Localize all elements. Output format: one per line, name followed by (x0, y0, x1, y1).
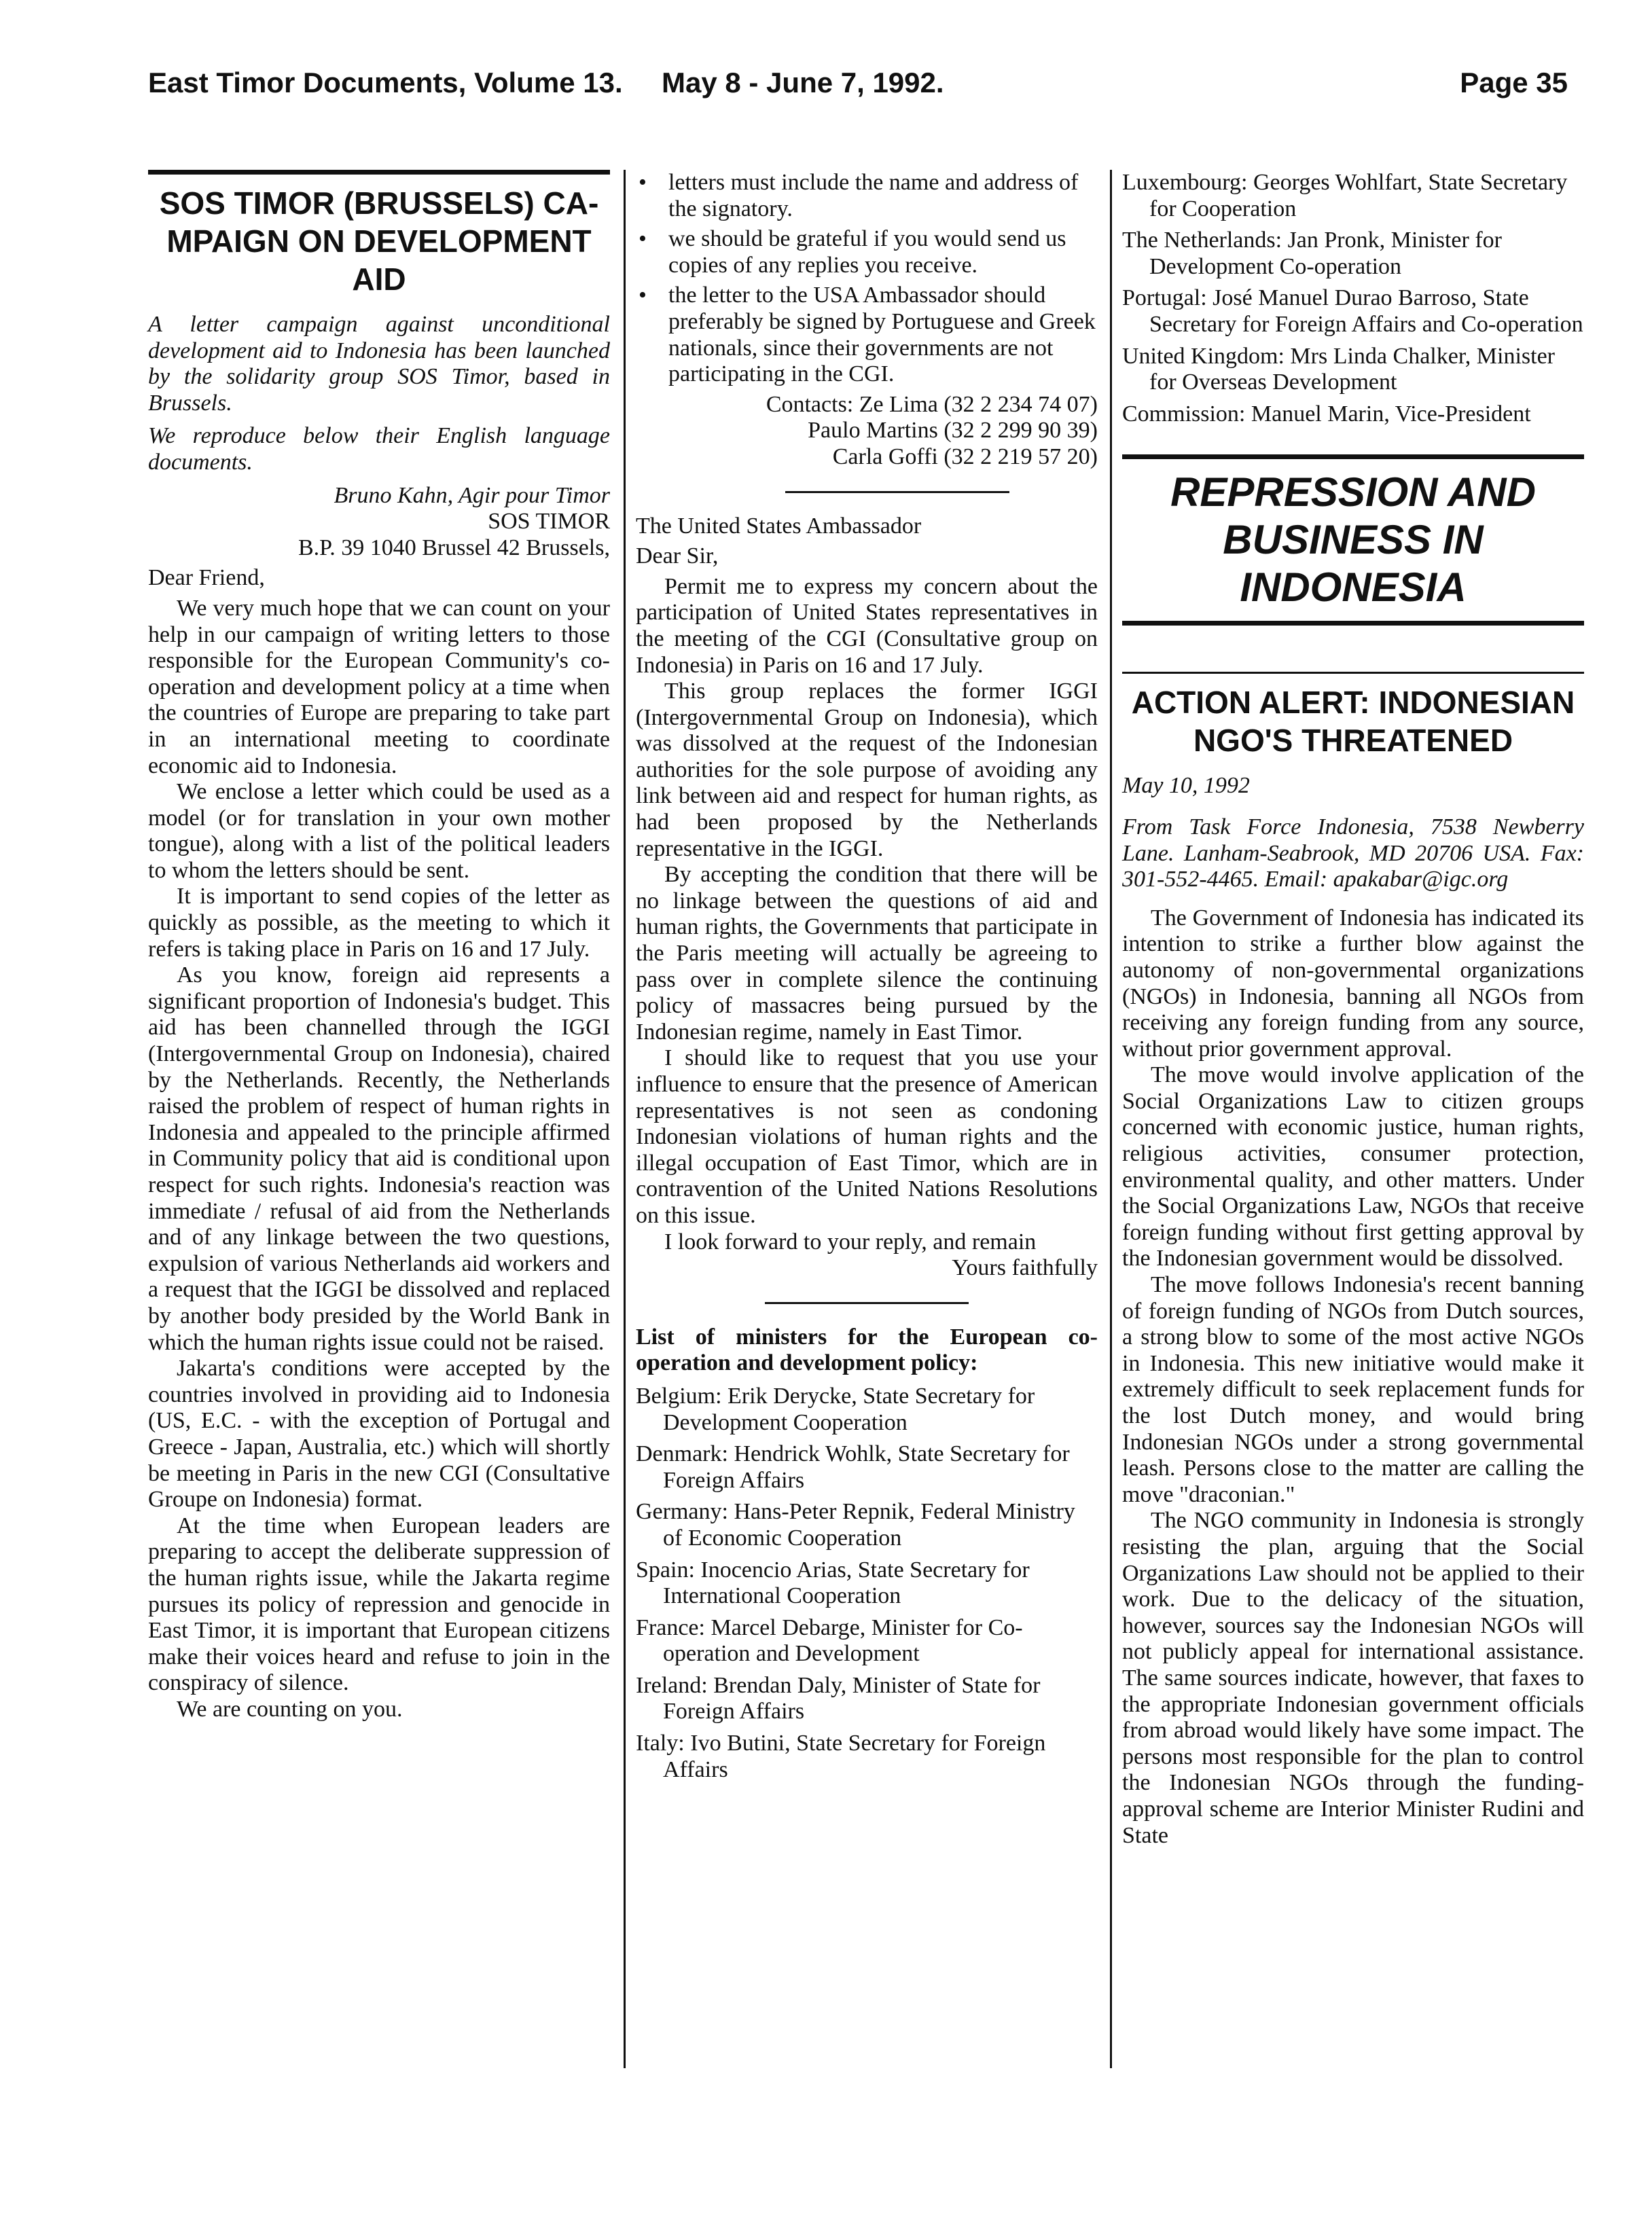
minister-entry: Luxembourg: Georges Wohlfart, State Secretary for Cooperation (1122, 170, 1568, 221)
letter-paragraph: I look forward to your reply, and remain (664, 1229, 1037, 1254)
column-divider (624, 170, 626, 2068)
paragraph: The move follows Indonesia's recent banning of foreign funding of NGOs from Dutch sources, a strong blow to some of the most active NGOs in Indonesia. This new initiative would make it extremely difficult to seek replacement funds for the lost Dutch money, and would bring Indonesian NGOs under a strong governmental leash. Persons close to the matter are calling the move "draconian." (1122, 1272, 1584, 1507)
section-title: REPRESSION AND BUSINESS IN INDONESIA (1170, 469, 1536, 611)
article-title: ACTION ALERT: INDONESIAN NGO'S THREATENED (1131, 685, 1575, 759)
list-item: • we should be grateful if you would send us copies of any replies you receive. (636, 226, 1098, 278)
letter-paragraph: I should like to request that you use your influence to ensure that the presence of American representatives is not seen as condoning Indonesian violations of human rights and the illegal occupation of East Timor, which are in contravention of the United Nations Resolutions on this issue. (636, 1045, 1098, 1228)
letter-salutation: Dear Sir, (636, 543, 719, 569)
rule-divider (785, 491, 1009, 493)
paragraph: The NGO community in Indonesia is strongly resisting the plan, arguing that the Social Organizations Law should not be applied to their work. Due to the delicacy of the situation, however, sources say the Indonesian NGOs will not publicly appeal for international assistance. The same sources indicate, however, that faxes to the appropriate Indonesian government officials from abroad would likely have some impact. The persons most responsible for the plan to control the Indonesian NGOs through the funding-approval scheme are Interior Minister Rudini and State (1122, 1508, 1584, 1848)
letter-paragraph: This group replaces the former IGGI (Intergovernmental Group on Indonesia), which was dissolved at the request of the Indonesian authorities for the sole purpose of avoiding any link between aid and respect for human rights, as had been proposed by the Netherlands representative in the IGGI. (636, 679, 1098, 861)
column-2 (636, 170, 1098, 1788)
rule-divider (1122, 454, 1584, 459)
paragraph: At the time when European leaders are preparing to accept the deliberate suppression of the human rights issue, while the Jakarta regime pursues its policy of repression and genocide in East Timor, it is important that European citizens make their voices heard and refuse to join in the conspiracy of silence. (148, 1513, 610, 1696)
rule-divider (765, 1302, 969, 1304)
paragraph: As you know, foreign aid represents a significant proportion of Indonesia's budget. This aid has been channelled through the IGGI (Intergovernmental Group on Indonesia), chaired by the Netherlands. Recently, the Netherlands raised the problem of respect of human rights in Indonesia and appealed to the principle affirmed in Community policy that aid is conditional upon respect for such rights. Indonesia's reaction was immediate / refusal of aid from the Netherlands and of any linkage between the two questions, expulsion of various Netherlands aid workers and a request that the IGGI be dissolved and replaced by another body presided by the World Bank in which the human rights issue could not be raised. (148, 962, 610, 1355)
letter-paragraph: Permit me to express my concern about the participation of United States representatives in the meeting of the CGI (Consultative group on Indonesia) in Paris on 16 and 17 July. (636, 573, 1098, 678)
contacts-block (636, 392, 1098, 471)
rule-divider (148, 170, 610, 175)
instruction-list (636, 170, 1098, 388)
organization: SOS TIMOR (488, 509, 610, 535)
publication-title: East Timor Documents, Volume 13. (148, 67, 623, 98)
minister-entry: Portugal: José Manuel Durao Barroso, State Secretary for Foreign Affairs and Co-operation (1122, 285, 1583, 337)
page-number: Page 35 (1460, 67, 1568, 98)
contact-line: Paulo Martins (32 2 299 90 39) (808, 418, 1098, 444)
minister-entry: Ireland: Brendan Daly, Minister of State for Foreign Affairs (636, 1672, 1041, 1725)
contact-line: Contacts: Ze Lima (32 2 234 74 07) (766, 391, 1098, 417)
article-title: SOS TIMOR (BRUSSELS) CA-MPAIGN ON DEVELOPMENT AID (159, 185, 599, 297)
column-divider (1110, 170, 1112, 2068)
minister-entry: Italy: Ivo Butini, State Secretary for Foreign Affairs (636, 1731, 1046, 1782)
paragraph: Jakarta's conditions were accepted by the countries involved in providing aid to Indonesia (US, E.C. - with the exception of Portugal and Greece - Japan, Australia, etc.) which will shortly be meeting in Paris in the new CGI (Consultative Groupe on Indonesia) format. (148, 1356, 610, 1513)
running-header (148, 67, 1568, 107)
minister-entry: Belgium: Erik Derycke, State Secretary for Development Cooperation (636, 1383, 1035, 1435)
minister-entry: France: Marcel Debarge, Minister for Co-operation and Development (636, 1614, 1023, 1667)
minister-entry: Denmark: Hendrick Wohlk, State Secretary for Foreign Affairs (636, 1441, 1070, 1493)
paragraph: It is important to send copies of the letter as quickly as possible, as the meeting to which it refers is taking place in Paris on 16 and 17 July. (148, 884, 610, 962)
article-date: May 10, 1992 (1122, 773, 1250, 799)
address: B.P. 39 1040 Brussel 42 Brussels, (298, 535, 610, 560)
salutation: Dear Friend, (148, 565, 265, 591)
minister-entry: Spain: Inocencio Arias, State Secretary for International Cooperation (636, 1557, 1030, 1609)
ministers-list-title: List of ministers for the European co-operation and development policy: (636, 1324, 1098, 1376)
list-item: • the letter to the USA Ambassador should preferably be signed by Portuguese and Greek nationals, since their governments are not participating in the CGI. (636, 283, 1098, 387)
article-intro: A letter campaign against unconditional development aid to Indonesia has been launched by the solidarity group SOS Timor, based in Brussels. (148, 312, 610, 416)
letter-addressee: The United States Ambassador (636, 513, 922, 539)
column-3 (1122, 170, 1584, 1849)
column-1 (148, 170, 610, 1722)
article-intro-note: We reproduce below their English language documents. (148, 423, 610, 475)
letter-paragraph: By accepting the condition that there will be no linkage between the questions of aid and human rights, the Governments that participate in the Paris meeting will actually be agreeing to pass over in complete silence the continuing policy of massacres being pursued by the Indonesian regime, namely in East Timor. (636, 862, 1098, 1045)
list-item: • letters must include the name and address of the signatory. (636, 170, 1098, 222)
signatory: Bruno Kahn, Agir pour Timor (334, 482, 610, 508)
minister-entry: The Netherlands: Jan Pronk, Minister for Development Co-operation (1122, 228, 1502, 279)
paragraph: We very much hope that we can count on your help in our campaign of writing letters to those responsible for the European Community's co-operation and development policy at a time when the countries of Europe are preparing to take part in an international meeting to coordinate economic aid to Indonesia. (148, 595, 610, 778)
paragraph: We enclose a letter which could be used as a model (or for translation in your own mother tongue), along with a list of the political leaders to whom the letters should be sent. (148, 779, 610, 883)
rule-divider (1122, 621, 1584, 626)
minister-entry: Commission: Manuel Marin, Vice-President (1122, 401, 1531, 427)
letter-closing: Yours faithfully (952, 1255, 1098, 1281)
minister-entry: United Kingdom: Mrs Linda Chalker, Minister for Overseas Development (1122, 343, 1556, 395)
paragraph: The move would involve application of the Social Organizations Law to citizen groups concerned with economic justice, human rights, religious activities, consumer protection, environmental quality, and other matters. Under the Social Organizations Law, NGOs that receive foreign funding without first getting approval by the Indonesian government would be dissolved. (1122, 1062, 1584, 1271)
issue-date: May 8 - June 7, 1992. (662, 67, 944, 98)
paragraph: The Government of Indonesia has indicated its intention to strike a further blow against the autonomy of non-governmental organizations (NGOs) in Indonesia, banning all NGOs from receiving any foreign funding from any source, without prior government approval. (1122, 905, 1584, 1062)
contact-line: Carla Goffi (32 2 219 57 20) (832, 444, 1098, 469)
minister-entry: Germany: Hans-Peter Repnik, Federal Ministry of Economic Cooperation (636, 1499, 1075, 1551)
article-source: From Task Force Indonesia, 7538 Newberry Lane. Lanham-Seabrook, MD 20706 USA. Fax: 301-552-4465. Email: apakabar@igc.org (1122, 814, 1584, 892)
rule-divider (1122, 672, 1584, 674)
paragraph: We are counting on you. (177, 1696, 403, 1722)
